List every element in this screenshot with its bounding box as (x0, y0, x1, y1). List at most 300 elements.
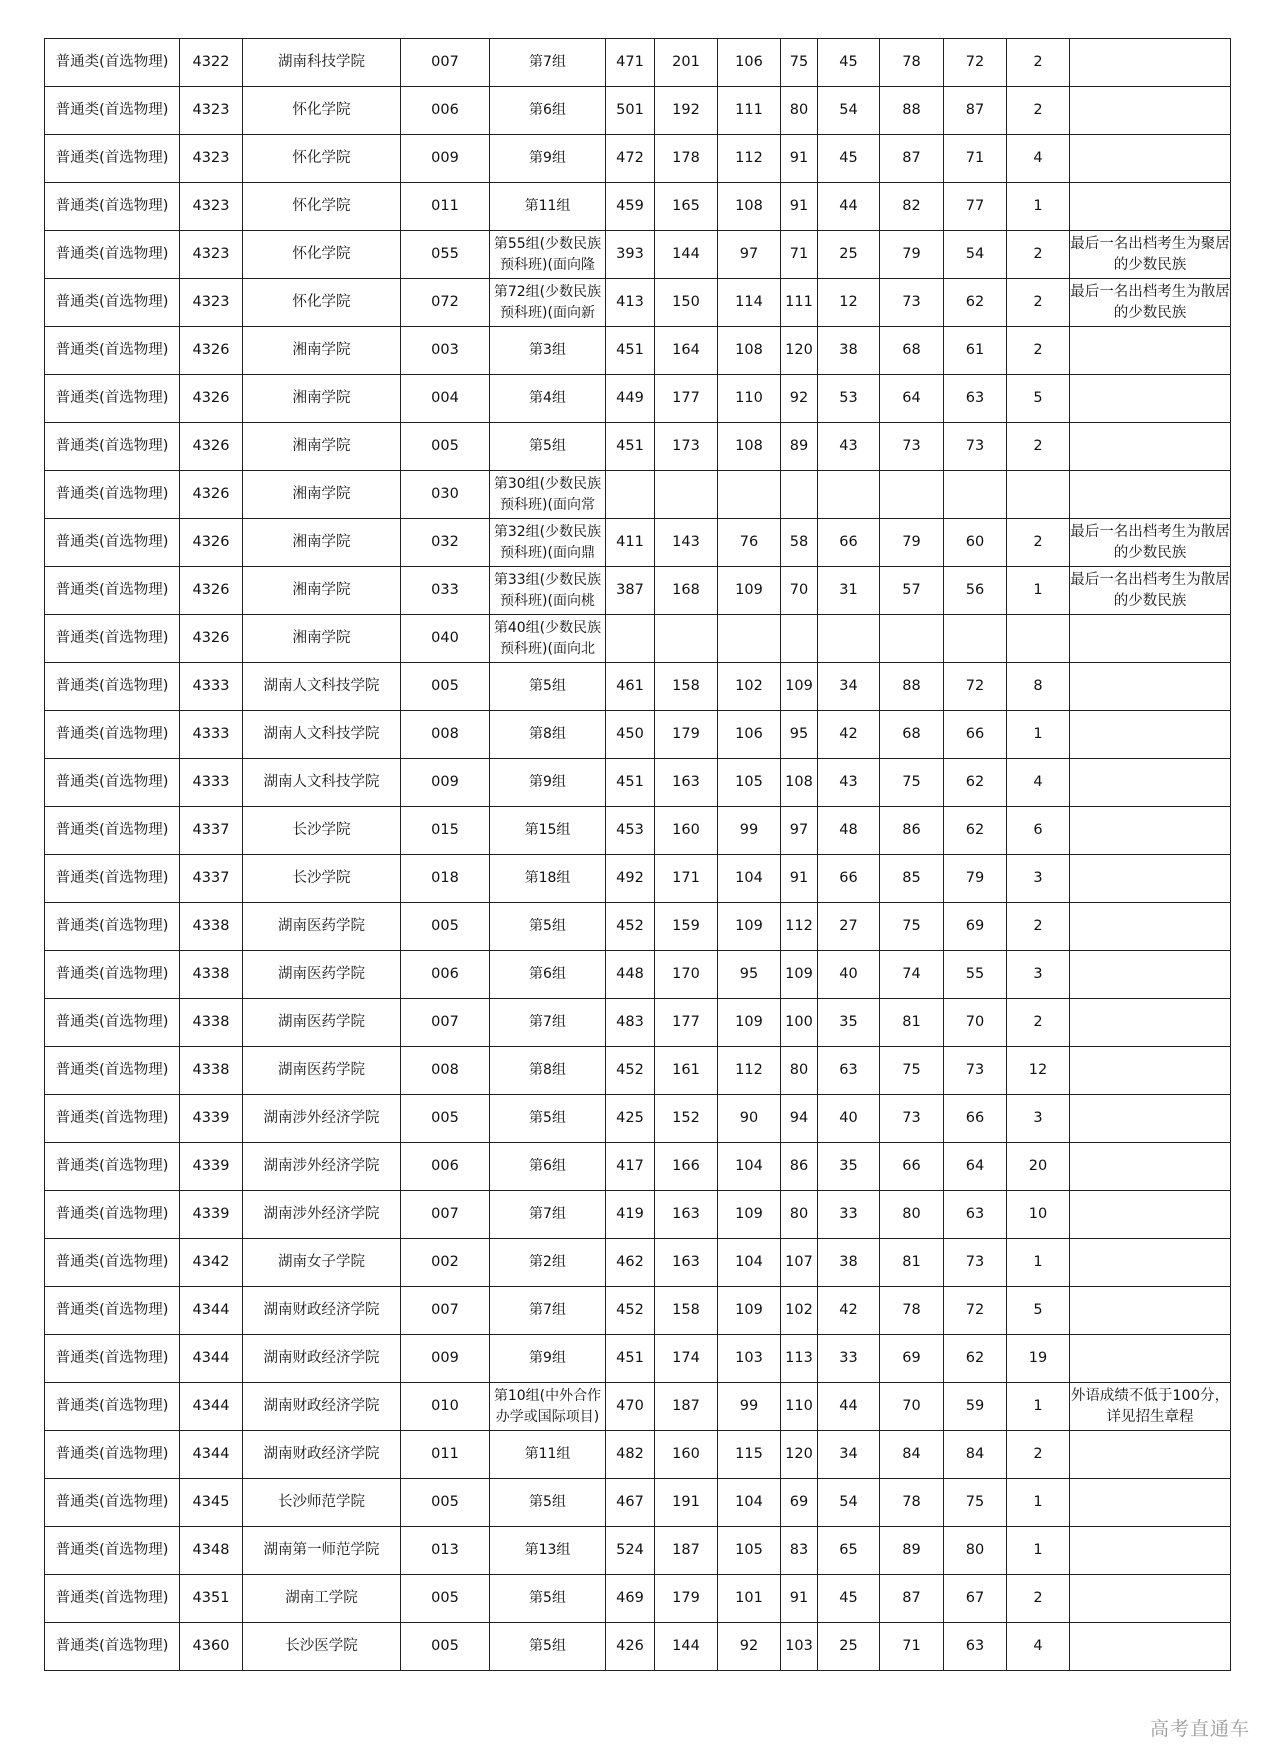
remark-cell (1070, 1143, 1231, 1191)
count-cell: 4 (1007, 1623, 1070, 1671)
foreign-language-score-cell: 75 (781, 39, 818, 87)
group-code-cell: 008 (401, 711, 490, 759)
math-score-cell: 109 (718, 1191, 781, 1239)
elective-2-score-cell: 66 (944, 1095, 1007, 1143)
group-code-cell: 006 (401, 1143, 490, 1191)
count-cell: 2 (1007, 279, 1070, 327)
subject-score-cell: 54 (818, 87, 880, 135)
school-name-cell: 湖南涉外经济学院 (243, 1095, 401, 1143)
count-cell: 1 (1007, 1479, 1070, 1527)
school-code-cell: 4326 (180, 423, 243, 471)
table-row (45, 903, 1231, 951)
foreign-language-score-cell (781, 471, 818, 519)
elective-1-score-cell: 86 (880, 807, 944, 855)
subject-score-cell: 53 (818, 375, 880, 423)
category-cell: 普通类(首选物理) (45, 1239, 180, 1287)
chinese-score-cell: 170 (655, 951, 718, 999)
remark-cell (1070, 1623, 1231, 1671)
school-code-cell: 4326 (180, 567, 243, 615)
remark-cell (1070, 1047, 1231, 1095)
group-code-cell: 006 (401, 951, 490, 999)
group-name-cell (490, 135, 606, 183)
count-cell (1007, 615, 1070, 663)
foreign-language-score-cell: 120 (781, 1431, 818, 1479)
group-code-cell: 009 (401, 759, 490, 807)
school-name-cell: 湖南涉外经济学院 (243, 1143, 401, 1191)
table-row (45, 87, 1231, 135)
elective-1-score-cell: 68 (880, 327, 944, 375)
elective-2-score-cell: 54 (944, 231, 1007, 279)
category-cell: 普通类(首选物理) (45, 951, 180, 999)
count-cell: 1 (1007, 567, 1070, 615)
remark-cell (1070, 1431, 1231, 1479)
total-score-cell: 451 (606, 327, 655, 375)
table-row (45, 1431, 1231, 1479)
count-cell: 2 (1007, 39, 1070, 87)
school-code-cell: 4338 (180, 999, 243, 1047)
group-name-text: 第15组 (524, 822, 571, 838)
table-row (45, 135, 1231, 183)
group-code-cell: 005 (401, 423, 490, 471)
foreign-language-score-cell: 70 (781, 567, 818, 615)
total-score-cell: 452 (606, 1287, 655, 1335)
math-score-cell: 99 (718, 1383, 781, 1431)
foreign-language-score-cell: 69 (781, 1479, 818, 1527)
elective-1-score-cell: 69 (880, 1335, 944, 1383)
group-name-cell (490, 567, 606, 615)
remark-cell (1070, 903, 1231, 951)
group-code-cell: 005 (401, 1575, 490, 1623)
school-code-cell: 4339 (180, 1143, 243, 1191)
math-score-cell: 92 (718, 1623, 781, 1671)
elective-2-score-cell: 56 (944, 567, 1007, 615)
table-row (45, 855, 1231, 903)
school-code-cell: 4323 (180, 87, 243, 135)
school-code-cell: 4339 (180, 1095, 243, 1143)
category-cell: 普通类(首选物理) (45, 567, 180, 615)
subject-score-cell: 25 (818, 231, 880, 279)
category-cell: 普通类(首选物理) (45, 423, 180, 471)
elective-2-score-cell: 79 (944, 855, 1007, 903)
chinese-score-cell: 173 (655, 423, 718, 471)
math-score-cell: 106 (718, 711, 781, 759)
group-code-cell: 032 (401, 519, 490, 567)
group-name-cell (490, 1095, 606, 1143)
elective-1-score-cell: 80 (880, 1191, 944, 1239)
group-code-cell: 004 (401, 375, 490, 423)
remark-cell (1070, 1479, 1231, 1527)
total-score-cell: 471 (606, 39, 655, 87)
math-score-cell: 102 (718, 663, 781, 711)
elective-1-score-cell: 64 (880, 375, 944, 423)
category-cell: 普通类(首选物理) (45, 39, 180, 87)
group-name-cell (490, 1143, 606, 1191)
school-name-cell: 长沙学院 (243, 855, 401, 903)
total-score-cell: 417 (606, 1143, 655, 1191)
school-name-cell: 怀化学院 (243, 279, 401, 327)
math-score-cell: 104 (718, 1239, 781, 1287)
school-code-cell: 4337 (180, 807, 243, 855)
elective-1-score-cell: 70 (880, 1383, 944, 1431)
school-code-cell: 4322 (180, 39, 243, 87)
group-code-cell: 008 (401, 1047, 490, 1095)
subject-score-cell: 63 (818, 1047, 880, 1095)
school-code-cell: 4323 (180, 231, 243, 279)
foreign-language-score-cell: 58 (781, 519, 818, 567)
elective-2-score-cell: 80 (944, 1527, 1007, 1575)
school-code-cell: 4338 (180, 951, 243, 999)
math-score-cell: 104 (718, 1143, 781, 1191)
subject-score-cell: 45 (818, 39, 880, 87)
group-name-cell (490, 1335, 606, 1383)
math-score-cell: 105 (718, 1527, 781, 1575)
foreign-language-score-cell: 94 (781, 1095, 818, 1143)
school-code-cell: 4326 (180, 327, 243, 375)
chinese-score-cell: 150 (655, 279, 718, 327)
remark-cell (1070, 471, 1231, 519)
elective-1-score-cell: 78 (880, 39, 944, 87)
school-name-cell: 湖南女子学院 (243, 1239, 401, 1287)
group-name-cell (490, 903, 606, 951)
category-cell: 普通类(首选物理) (45, 1527, 180, 1575)
school-name-cell: 湖南医药学院 (243, 1047, 401, 1095)
count-cell: 6 (1007, 807, 1070, 855)
subject-score-cell: 42 (818, 1287, 880, 1335)
table-row (45, 519, 1231, 567)
group-code-cell: 007 (401, 39, 490, 87)
math-score-cell: 106 (718, 39, 781, 87)
group-name-cell (490, 1431, 606, 1479)
math-score-cell: 103 (718, 1335, 781, 1383)
total-score-cell: 462 (606, 1239, 655, 1287)
group-name-cell (490, 519, 606, 567)
subject-score-cell: 27 (818, 903, 880, 951)
math-score-cell: 112 (718, 1047, 781, 1095)
foreign-language-score-cell: 102 (781, 1287, 818, 1335)
group-name-text: 第6组 (529, 102, 566, 118)
group-name-cell (490, 231, 606, 279)
remark-cell (1070, 519, 1231, 567)
chinese-score-cell: 166 (655, 1143, 718, 1191)
chinese-score-cell: 144 (655, 231, 718, 279)
remark-cell (1070, 375, 1231, 423)
total-score-cell: 469 (606, 1575, 655, 1623)
elective-2-score-cell (944, 471, 1007, 519)
school-name-cell: 长沙学院 (243, 807, 401, 855)
count-cell: 2 (1007, 519, 1070, 567)
school-name-cell: 湖南人文科技学院 (243, 759, 401, 807)
total-score-cell (606, 615, 655, 663)
foreign-language-score-cell: 89 (781, 423, 818, 471)
total-score-cell: 451 (606, 759, 655, 807)
elective-2-score-cell: 66 (944, 711, 1007, 759)
foreign-language-score-cell: 97 (781, 807, 818, 855)
group-code-cell: 003 (401, 327, 490, 375)
group-code-cell: 011 (401, 183, 490, 231)
group-name-text: 第5组 (529, 918, 566, 934)
group-name-text: 第13组 (524, 1542, 571, 1558)
category-cell: 普通类(首选物理) (45, 87, 180, 135)
school-code-cell: 4348 (180, 1527, 243, 1575)
group-name-cell (490, 663, 606, 711)
count-cell: 1 (1007, 1239, 1070, 1287)
table-row (45, 1335, 1231, 1383)
subject-score-cell: 33 (818, 1191, 880, 1239)
foreign-language-score-cell: 92 (781, 375, 818, 423)
admission-score-table (44, 38, 1231, 1671)
count-cell: 3 (1007, 1095, 1070, 1143)
remark-cell (1070, 423, 1231, 471)
foreign-language-score-cell: 109 (781, 951, 818, 999)
chinese-score-cell: 174 (655, 1335, 718, 1383)
group-name-text: 第72组(少数民族预科班)(面向新 (493, 283, 602, 321)
total-score-cell (606, 471, 655, 519)
elective-1-score-cell: 78 (880, 1479, 944, 1527)
school-name-cell: 湘南学院 (243, 423, 401, 471)
math-score-cell: 108 (718, 327, 781, 375)
chinese-score-cell: 158 (655, 1287, 718, 1335)
school-code-cell: 4351 (180, 1575, 243, 1623)
math-score-cell: 110 (718, 375, 781, 423)
group-name-cell (490, 1287, 606, 1335)
group-name-text: 第5组 (529, 438, 566, 454)
group-name-cell (490, 1191, 606, 1239)
category-cell: 普通类(首选物理) (45, 1383, 180, 1431)
group-name-cell (490, 1239, 606, 1287)
school-code-cell: 4326 (180, 519, 243, 567)
math-score-cell: 114 (718, 279, 781, 327)
count-cell (1007, 471, 1070, 519)
group-code-cell: 055 (401, 231, 490, 279)
school-code-cell: 4337 (180, 855, 243, 903)
group-name-cell (490, 471, 606, 519)
elective-2-score-cell: 60 (944, 519, 1007, 567)
group-name-text: 第9组 (529, 1350, 566, 1366)
remark-cell (1070, 1239, 1231, 1287)
subject-score-cell: 65 (818, 1527, 880, 1575)
chinese-score-cell: 143 (655, 519, 718, 567)
foreign-language-score-cell: 109 (781, 663, 818, 711)
elective-1-score-cell: 84 (880, 1431, 944, 1479)
total-score-cell: 449 (606, 375, 655, 423)
school-code-cell: 4339 (180, 1191, 243, 1239)
category-cell: 普通类(首选物理) (45, 1479, 180, 1527)
school-name-cell: 湖南财政经济学院 (243, 1287, 401, 1335)
group-code-cell: 072 (401, 279, 490, 327)
school-name-cell: 湘南学院 (243, 327, 401, 375)
elective-1-score-cell: 82 (880, 183, 944, 231)
elective-2-score-cell: 62 (944, 279, 1007, 327)
category-cell: 普通类(首选物理) (45, 711, 180, 759)
school-code-cell: 4338 (180, 903, 243, 951)
school-name-cell: 怀化学院 (243, 87, 401, 135)
table-row (45, 1623, 1231, 1671)
table-row (45, 567, 1231, 615)
subject-score-cell: 33 (818, 1335, 880, 1383)
school-code-cell: 4360 (180, 1623, 243, 1671)
school-name-cell: 湘南学院 (243, 471, 401, 519)
total-score-cell: 393 (606, 231, 655, 279)
subject-score-cell: 43 (818, 759, 880, 807)
group-name-text: 第8组 (529, 1062, 566, 1078)
school-name-cell: 湘南学院 (243, 615, 401, 663)
math-score-cell: 115 (718, 1431, 781, 1479)
elective-2-score-cell: 62 (944, 807, 1007, 855)
category-cell: 普通类(首选物理) (45, 375, 180, 423)
foreign-language-score-cell: 71 (781, 231, 818, 279)
total-score-cell: 452 (606, 903, 655, 951)
watermark: 高考直通车 (1149, 1718, 1250, 1740)
category-cell: 普通类(首选物理) (45, 903, 180, 951)
subject-score-cell: 34 (818, 1431, 880, 1479)
table-row (45, 231, 1231, 279)
category-cell: 普通类(首选物理) (45, 1095, 180, 1143)
chinese-score-cell: 158 (655, 663, 718, 711)
elective-2-score-cell: 77 (944, 183, 1007, 231)
count-cell: 4 (1007, 759, 1070, 807)
category-cell: 普通类(首选物理) (45, 1047, 180, 1095)
remark-cell (1070, 135, 1231, 183)
count-cell: 5 (1007, 1287, 1070, 1335)
group-name-text: 第5组 (529, 1638, 566, 1654)
chinese-score-cell: 187 (655, 1383, 718, 1431)
total-score-cell: 448 (606, 951, 655, 999)
elective-2-score-cell: 63 (944, 375, 1007, 423)
count-cell: 20 (1007, 1143, 1070, 1191)
elective-1-score-cell: 71 (880, 1623, 944, 1671)
table-row (45, 663, 1231, 711)
subject-score-cell (818, 615, 880, 663)
subject-score-cell: 40 (818, 1095, 880, 1143)
subject-score-cell: 25 (818, 1623, 880, 1671)
group-code-cell: 005 (401, 903, 490, 951)
category-cell: 普通类(首选物理) (45, 1575, 180, 1623)
count-cell: 19 (1007, 1335, 1070, 1383)
foreign-language-score-cell: 83 (781, 1527, 818, 1575)
count-cell: 10 (1007, 1191, 1070, 1239)
chinese-score-cell: 168 (655, 567, 718, 615)
school-code-cell: 4333 (180, 711, 243, 759)
chinese-score-cell (655, 615, 718, 663)
foreign-language-score-cell: 111 (781, 279, 818, 327)
group-code-cell: 007 (401, 1191, 490, 1239)
group-name-cell (490, 1383, 606, 1431)
total-score-cell: 453 (606, 807, 655, 855)
count-cell: 1 (1007, 1383, 1070, 1431)
table-row (45, 1095, 1231, 1143)
group-code-cell: 018 (401, 855, 490, 903)
school-name-cell: 湖南科技学院 (243, 39, 401, 87)
foreign-language-score-cell: 103 (781, 1623, 818, 1671)
math-score-cell: 104 (718, 855, 781, 903)
school-code-cell: 4344 (180, 1287, 243, 1335)
elective-2-score-cell: 59 (944, 1383, 1007, 1431)
table-row (45, 1383, 1231, 1431)
remark-cell (1070, 1095, 1231, 1143)
total-score-cell: 470 (606, 1383, 655, 1431)
math-score-cell (718, 471, 781, 519)
group-code-cell: 040 (401, 615, 490, 663)
group-name-cell (490, 711, 606, 759)
category-cell: 普通类(首选物理) (45, 1143, 180, 1191)
chinese-score-cell: 192 (655, 87, 718, 135)
group-name-text: 第6组 (529, 966, 566, 982)
elective-2-score-cell: 87 (944, 87, 1007, 135)
table-row (45, 807, 1231, 855)
elective-2-score-cell: 61 (944, 327, 1007, 375)
school-name-cell: 怀化学院 (243, 231, 401, 279)
group-name-text: 第5组 (529, 1590, 566, 1606)
math-score-cell: 101 (718, 1575, 781, 1623)
elective-2-score-cell: 72 (944, 663, 1007, 711)
foreign-language-score-cell: 100 (781, 999, 818, 1047)
school-name-cell: 湖南工学院 (243, 1575, 401, 1623)
count-cell: 2 (1007, 999, 1070, 1047)
elective-2-score-cell: 75 (944, 1479, 1007, 1527)
elective-1-score-cell: 87 (880, 1575, 944, 1623)
chinese-score-cell: 144 (655, 1623, 718, 1671)
elective-1-score-cell: 81 (880, 1239, 944, 1287)
foreign-language-score-cell (781, 615, 818, 663)
total-score-cell: 413 (606, 279, 655, 327)
elective-2-score-cell: 64 (944, 1143, 1007, 1191)
school-name-cell: 湖南财政经济学院 (243, 1335, 401, 1383)
remark-text: 最后一名出档考生为散居的少数民族 (1070, 523, 1230, 561)
group-code-cell: 006 (401, 87, 490, 135)
foreign-language-score-cell: 80 (781, 87, 818, 135)
total-score-cell: 467 (606, 1479, 655, 1527)
elective-2-score-cell: 63 (944, 1623, 1007, 1671)
group-name-text: 第7组 (529, 54, 566, 70)
foreign-language-score-cell: 113 (781, 1335, 818, 1383)
total-score-cell: 472 (606, 135, 655, 183)
category-cell: 普通类(首选物理) (45, 1431, 180, 1479)
group-name-cell (490, 1479, 606, 1527)
group-code-cell: 009 (401, 135, 490, 183)
math-score-cell: 108 (718, 183, 781, 231)
subject-score-cell: 54 (818, 1479, 880, 1527)
group-name-cell (490, 327, 606, 375)
chinese-score-cell: 163 (655, 1239, 718, 1287)
school-name-cell: 湘南学院 (243, 375, 401, 423)
subject-score-cell: 12 (818, 279, 880, 327)
school-code-cell: 4326 (180, 615, 243, 663)
math-score-cell: 108 (718, 423, 781, 471)
chinese-score-cell: 191 (655, 1479, 718, 1527)
count-cell: 1 (1007, 183, 1070, 231)
group-name-cell (490, 87, 606, 135)
table-row (45, 1527, 1231, 1575)
elective-2-score-cell: 73 (944, 1239, 1007, 1287)
school-name-cell: 湖南医药学院 (243, 999, 401, 1047)
group-code-cell: 009 (401, 1335, 490, 1383)
foreign-language-score-cell: 120 (781, 327, 818, 375)
school-code-cell: 4342 (180, 1239, 243, 1287)
total-score-cell: 492 (606, 855, 655, 903)
table-row (45, 375, 1231, 423)
count-cell: 2 (1007, 903, 1070, 951)
total-score-cell: 419 (606, 1191, 655, 1239)
total-score-cell: 450 (606, 711, 655, 759)
remark-cell (1070, 87, 1231, 135)
remark-cell (1070, 1287, 1231, 1335)
table-row (45, 1479, 1231, 1527)
group-name-cell (490, 999, 606, 1047)
group-name-cell (490, 1047, 606, 1095)
chinese-score-cell: 171 (655, 855, 718, 903)
category-cell: 普通类(首选物理) (45, 1287, 180, 1335)
elective-2-score-cell: 69 (944, 903, 1007, 951)
